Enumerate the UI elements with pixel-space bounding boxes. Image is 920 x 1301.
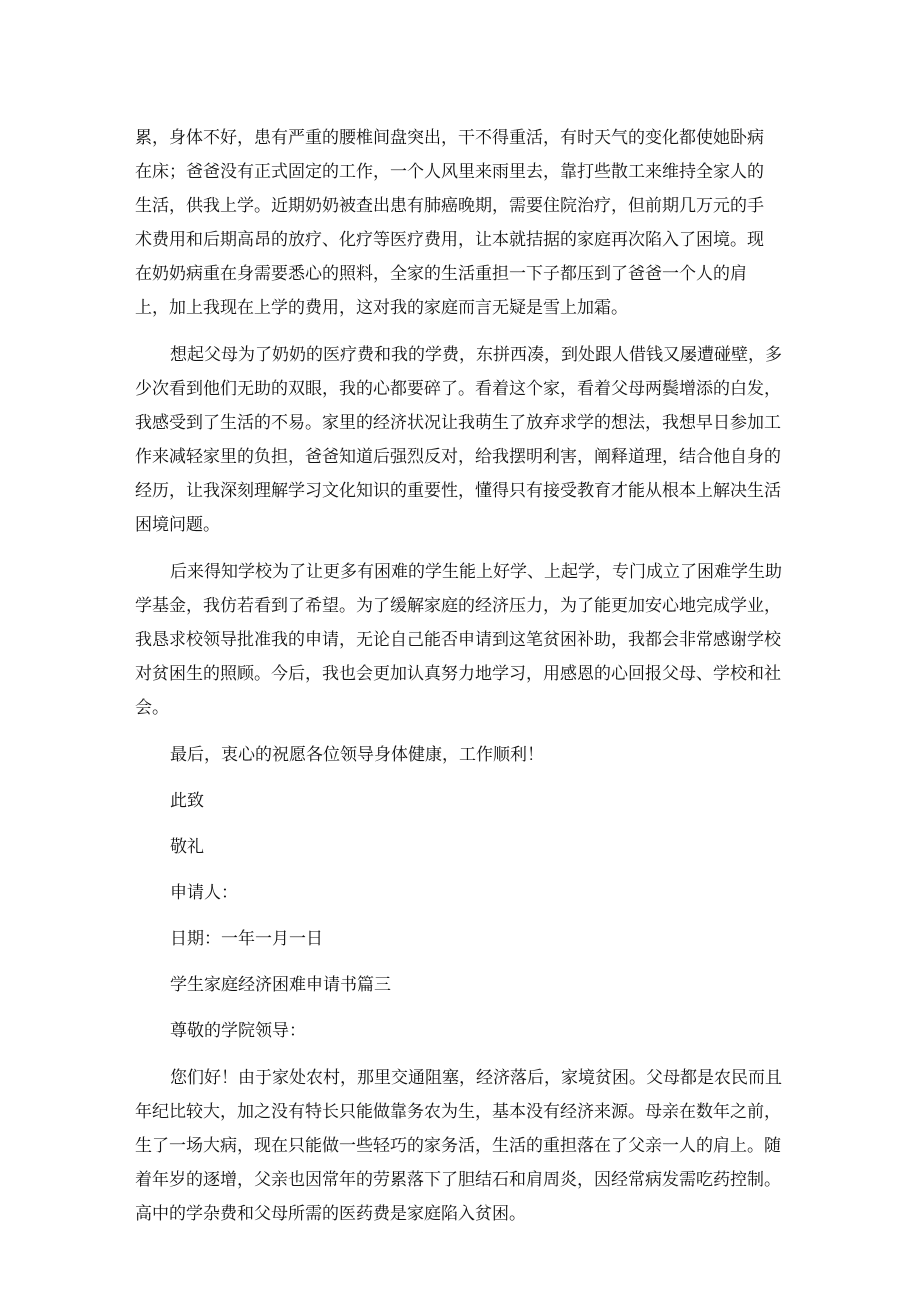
paragraph-line: 在奶奶病重在身需要悉心的照料，全家的生活重担一下子都压到了爸爸一个人的肩 bbox=[135, 264, 747, 284]
paragraph-line: 着年岁的逐增，父亲也因常年的劳累落下了胆结石和肩周炎，因经常病发需吃药控制。 bbox=[135, 1170, 781, 1190]
paragraph-line: 学基金，我仿若看到了希望。为了缓解家庭的经济压力，为了能更加安心地完成学业， bbox=[135, 596, 781, 616]
paragraph-line: 后来得知学校为了让更多有困难的学生能上好学、上起学，专门成立了困难学生助 bbox=[170, 562, 782, 582]
closing-wish: 最后，衷心的祝愿各位领导身体健康，工作顺利！ bbox=[170, 745, 544, 765]
paragraph-line: 想起父母为了奶奶的医疗费和我的学费，东拼西凑，到处跟人借钱又屡遭碰壁，多 bbox=[170, 345, 782, 365]
paragraph-line: 少次看到他们无助的双眼，我的心都要碎了。看着这个家，看着父母两鬓增添的白发， bbox=[135, 379, 781, 399]
greeting: 尊敬的学院领导： bbox=[170, 1021, 306, 1041]
paragraph-line: 我恳求校领导批准我的申请，无论自己能否申请到这笔贫困补助，我都会非常感谢学校 bbox=[135, 630, 781, 650]
paragraph-line: 经历，让我深刻理解学习文化知识的重要性，懂得只有接受教育才能从根本上解决生活 bbox=[135, 481, 781, 501]
paragraph-line: 您们好！由于家处农村，那里交通阻塞，经济落后，家境贫困。父母都是农民而且 bbox=[170, 1068, 782, 1088]
paragraph-line: 在床；爸爸没有正式固定的工作，一个人风里来雨里去，靠打些散工来维持全家人的 bbox=[135, 162, 764, 182]
paragraph-line: 我感受到了生活的不易。家里的经济状况让我萌生了放弃求学的想法，我想早日参加工 bbox=[135, 413, 781, 433]
paragraph-line: 生了一场大病，现在只能做一些轻巧的家务活，生活的重担落在了父亲一人的肩上。随 bbox=[135, 1136, 781, 1156]
paragraph-line: 生活，供我上学。近期奶奶被查出患有肺癌晚期，需要住院治疗，但前期几万元的手 bbox=[135, 196, 764, 216]
date-line: 日期：一年一月一日 bbox=[170, 929, 323, 949]
paragraph-line: 高中的学杂费和父母所需的医药费是家庭陷入贫困。 bbox=[135, 1204, 526, 1224]
paragraph-line: 困境问题。 bbox=[135, 515, 220, 535]
paragraph-line: 术费用和后期高昂的放疗、化疗等医疗费用，让本就拮据的家庭再次陷入了困境。现 bbox=[135, 230, 764, 250]
section-title: 学生家庭经济困难申请书篇三 bbox=[170, 975, 391, 995]
paragraph-line: 上，加上我现在上学的费用，这对我的家庭而言无疑是雪上加霜。 bbox=[135, 298, 628, 318]
salutation-ci-zhi: 此致 bbox=[170, 791, 204, 811]
paragraph-line: 作来减轻家里的负担，爸爸知道后强烈反对，给我摆明利害，阐释道理，结合他自身的 bbox=[135, 447, 781, 467]
paragraph-line: 年纪比较大，加之没有特长只能做靠务农为生，基本没有经济来源。母亲在数年之前， bbox=[135, 1102, 781, 1122]
paragraph-line: 累，身体不好，患有严重的腰椎间盘突出，干不得重活，有时天气的变化都使她卧病 bbox=[135, 128, 764, 148]
salutation-jing-li: 敬礼 bbox=[170, 837, 204, 857]
paragraph-line: 对贫困生的照顾。今后，我也会更加认真努力地学习，用感恩的心回报父母、学校和社 bbox=[135, 664, 781, 684]
applicant-label: 申请人： bbox=[170, 883, 238, 903]
paragraph-line: 会。 bbox=[135, 698, 169, 718]
